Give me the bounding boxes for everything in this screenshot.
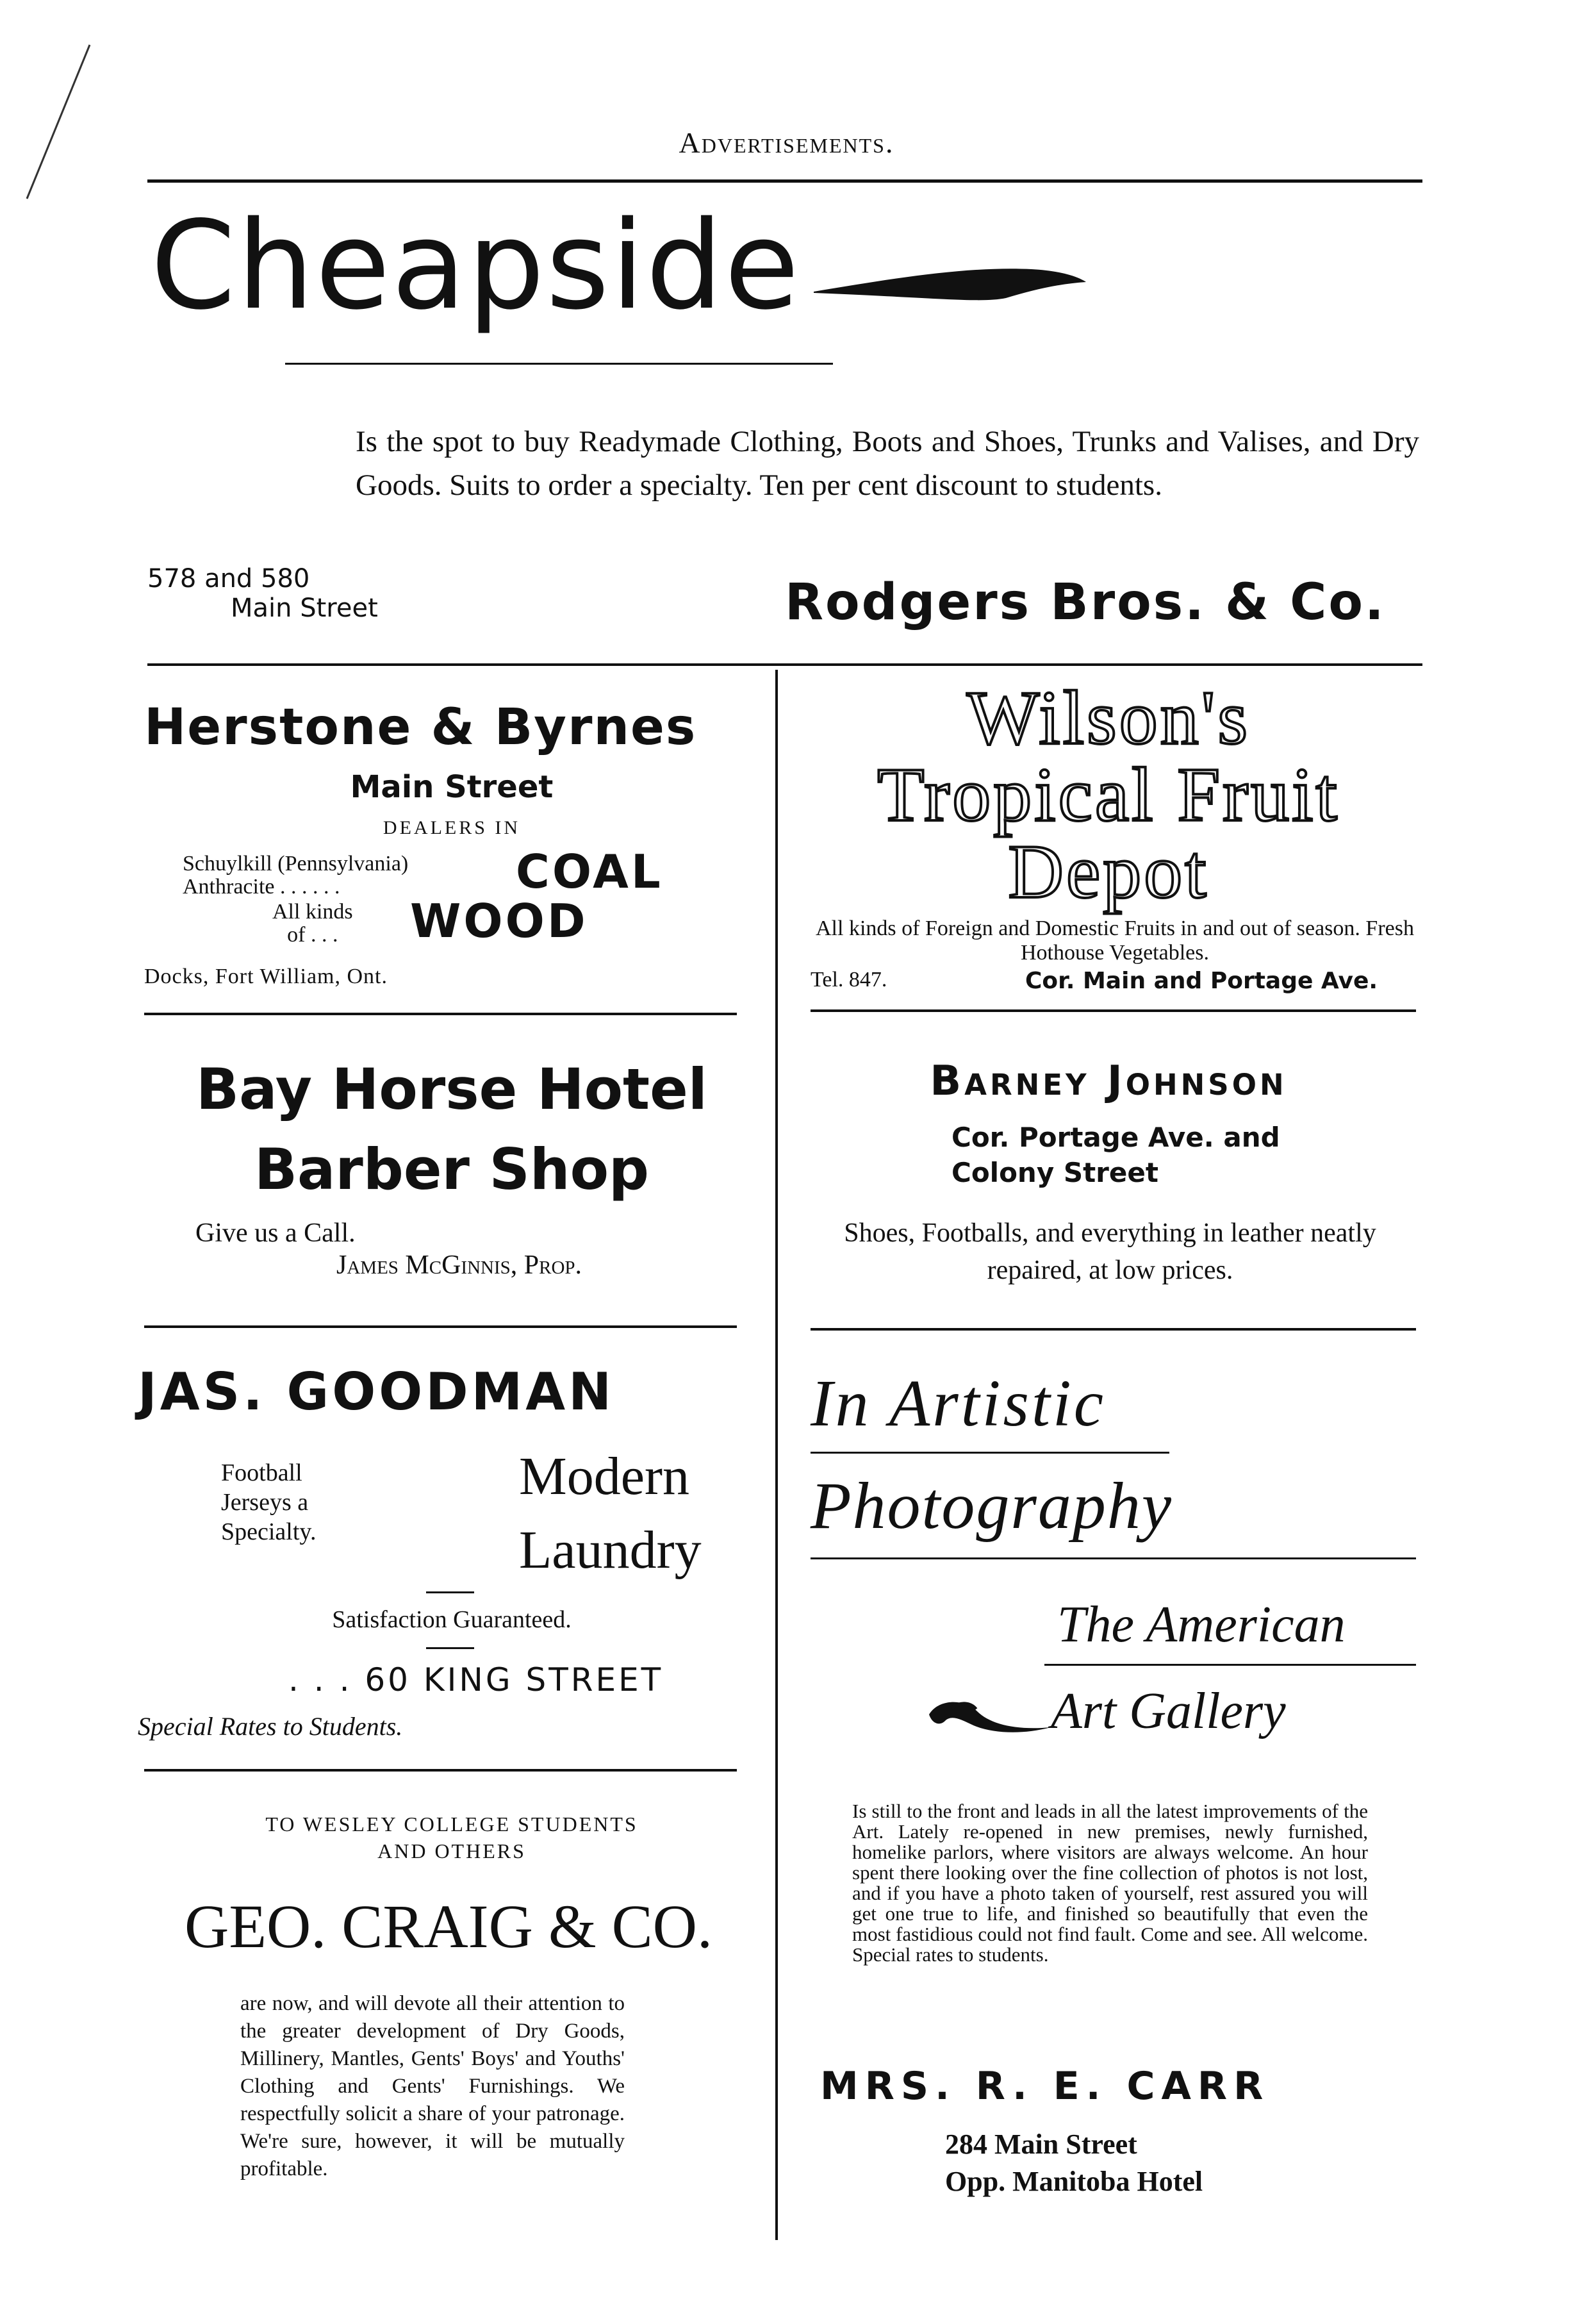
barney-title: Barney Johnson [930,1058,1287,1105]
craig-intro-1: TO WESLEY COLLEGE STUDENTS [265,1813,638,1836]
bayhorse-bottom-rule [144,1325,737,1328]
goodman-satisfaction: Satisfaction Guaranteed. [332,1606,572,1633]
barney-body: Shoes, Footballs, and everything in leather neatly repaired, at low prices. [844,1218,1376,1285]
goodman-left-1: Football [221,1459,302,1486]
margin-pencil-mark [19,38,96,205]
top-rule [147,179,1422,183]
craig-title: GEO. CRAIG & CO. [184,1892,712,1961]
photo-swash-ornament [926,1695,1054,1740]
herstone-title: Herstone & Byrnes [144,699,697,756]
bayhorse-prop: James McGinnis, Prop. [336,1250,582,1280]
cheapside-firm: Rodgers Bros. & Co. [785,574,1386,631]
goodman-modern: Modern [519,1447,689,1506]
photo-addr2: Opp. Manitoba Hotel [945,2166,1203,2197]
goodman-title: JAS. GOODMAN [138,1362,615,1422]
wilson-corner: Cor. Main and Portage Ave. [1025,968,1378,994]
column-divider [775,670,778,2240]
cheapside-body: Is the spot to buy Readymade Clothing, Boots and Shoes, Trunks and Valises, and Dry Goods. Suits to order a specialty. Ten per cent discount to students. [356,425,1419,502]
herstone-wood-label-2: of . . . [287,923,338,947]
wilson-title-line3: Depot [1008,829,1209,914]
photo-body: Is still to the front and leads in all the latest improvements of the Art. Lately re-opened in new premises, newly furnished, homelike parlors, where visitors are always welcome. An hour spent there looking over the fine collection of photos is not lost, and if you have a photo taken of yourself, rest assured you will get one true to life, and finished so beautifully that even the most fastidious could not find fault. Come and see. All welcome. Special rates to students. [852,1800,1369,1966]
herstone-wood-labels [272,901,353,947]
craig-intro-2: AND OTHERS [377,1839,526,1863]
wilson-title-line2: Tropical Fruit [877,752,1340,837]
herstone-coal-label-1: Schuylkill (Pennsylvania) [183,852,409,876]
photo-line2-rule [811,1557,1416,1559]
goodman-laundry: Laundry [519,1520,702,1580]
photo-line1-rule [811,1452,1169,1454]
wilson-bottom-rule [811,1009,1416,1012]
cheapside-address [147,564,378,623]
cheapside-address-line1: 578 and 580 [147,564,310,593]
cheapside-bottom-rule [147,663,1422,666]
herstone-coal-labels [183,852,408,899]
bayhorse-call: Give us a Call. [195,1218,356,1248]
cheapside-address-line2: Main Street [231,593,378,623]
photo-name: MRS. R. E. CARR [820,2064,1270,2109]
herstone-coal: COAL [516,845,663,899]
barney-bottom-rule [811,1328,1416,1331]
goodman-street: . . . 60 KING STREET [288,1661,664,1698]
goodman-left-block [221,1458,316,1547]
herstone-wood: WOOD [410,894,588,948]
wilson-title-line1: Wilson's [966,675,1251,760]
photo-line3: The American [1057,1597,1346,1653]
cheapside-title: Cheapside [151,195,801,336]
herstone-wood-label-1: All kinds [272,900,353,924]
goodman-left-2: Jerseys a [221,1489,309,1516]
craig-body: are now, and will devote all their attention to the greater development of Dry Goods, Millinery, Mantles, Gents' Boys' and Youths' Clothing and Gents' Furnishings. We respectfully solicit a share of your patronage. We're sure, however, it will be mutually profitable. [240,1992,625,2180]
bayhorse-title-line2: Barber Shop [254,1136,650,1202]
wilson-tel: Tel. 847. [811,968,887,992]
goodman-mid-rule-2 [426,1647,474,1649]
photo-addr1: 284 Main Street [945,2129,1137,2160]
herstone-street: Main Street [350,769,554,805]
goodman-left-3: Specialty. [221,1518,317,1545]
goodman-mid-rule [426,1591,474,1593]
photo-line1: In Artistic [811,1366,1106,1440]
herstone-docks: Docks, Fort William, Ont. [144,965,388,988]
goodman-rates: Special Rates to Students. [138,1712,403,1741]
bayhorse-title-line1: Bay Horse Hotel [196,1056,707,1122]
herstone-dealers: DEALERS IN [383,817,521,838]
barney-addr1: Cor. Portage Ave. and [951,1122,1280,1153]
barney-addr2: Colony Street [951,1157,1158,1188]
running-head: Advertisements. [679,126,894,159]
photo-line4: Art Gallery [1051,1683,1286,1739]
wilson-body: All kinds of Foreign and Domestic Fruits in and out of season. Fresh Hothouse Vegetables. [816,917,1414,965]
herstone-bottom-rule [144,1013,737,1015]
cheapside-underline [285,363,833,365]
photo-line2: Photography [811,1469,1173,1543]
herstone-coal-label-2: Anthracite . . . . . . [183,875,340,899]
cheapside-swash-ornament [814,253,1089,311]
goodman-bottom-rule [144,1769,737,1772]
photo-line3-rule [1044,1664,1416,1666]
